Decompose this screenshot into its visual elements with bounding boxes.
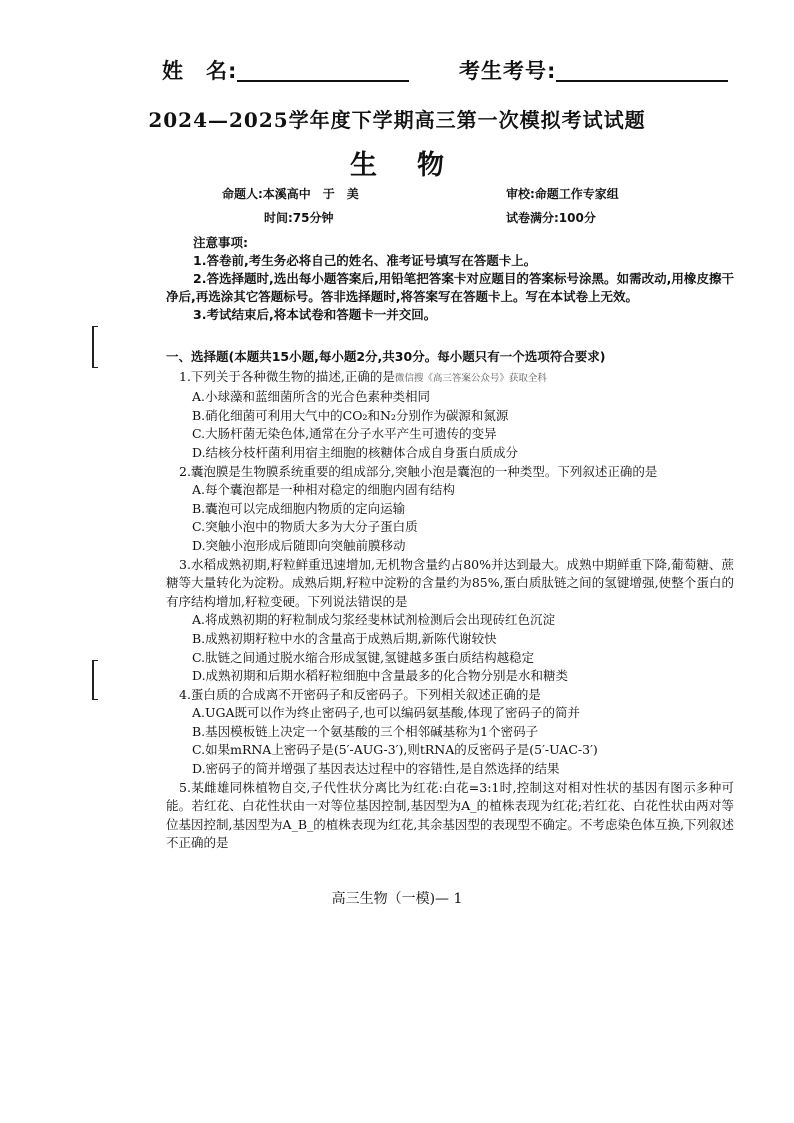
section-heading: 一、选择题(本题共15小题,每小题2分,共30分。每小题只有一个选项符合要求) bbox=[166, 349, 606, 364]
page-footer: 高三生物（一模)— 1 bbox=[331, 891, 463, 907]
question-1 bbox=[166, 368, 734, 463]
note-item: 3.考试结束后,将本试卷和答题卡一并交回。 bbox=[193, 307, 437, 322]
subject-title: 生物 bbox=[350, 150, 484, 181]
question-stem: 4.蛋白质的合成离不开密码子和反密码子。下列相关叙述正确的是 bbox=[179, 686, 541, 702]
note-item: 1.答卷前,考生务必将自己的姓名、准考证号填写在答题卡上。 bbox=[193, 253, 537, 268]
option-d: D.密码子的简并增强了基因表达过程中的容错性,是自然选择的结果 bbox=[192, 761, 560, 777]
reviewer: 审校:命题工作专家组 bbox=[506, 187, 619, 201]
name-blank bbox=[237, 58, 409, 82]
option-b: B.成熟初期籽粒中水的含量高于成熟后期,新陈代谢较快 bbox=[192, 630, 497, 646]
question-stem: 1.下列关于各种微生物的描述,正确的是微信搜《高三答案公众号》获取全科 bbox=[179, 368, 547, 384]
name-label: 姓 名: bbox=[162, 59, 238, 83]
watermark-text: 微信搜《高三答案公众号》获取全科 bbox=[394, 372, 547, 384]
option-b: B.囊泡可以完成细胞内物质的定向运输 bbox=[192, 500, 406, 516]
option-d: D.突触小泡形成后随即向突触前膜移动 bbox=[192, 537, 406, 553]
name-field bbox=[162, 55, 409, 85]
option-c: C.肽链之间通过脱水缩合形成氢键,氢键越多蛋白质结构越稳定 bbox=[192, 649, 535, 665]
candidate-fields bbox=[162, 55, 742, 89]
option-a: A.每个囊泡都是一种相对稳定的细胞内固有结构 bbox=[192, 482, 456, 498]
option-d: D.成熟初期和后期水稻籽粒细胞中含量最多的化合物分别是水和糖类 bbox=[192, 668, 569, 684]
exam-time: 时间:75分钟 bbox=[264, 211, 334, 225]
question-stem: 5.某雌雄同株植物自交,子代性状分离比为红花:白花=3:1时,控制这对相对性状的基因有图示多种可能。若红花、白花性状由一对等位基因控制,基因型为A_的植株表现为红花;若红花、白花性状由两对等位基因控制,基因型为A_B_的植株表现为红花,其余基因型的表现型不确定。不考虑染色体互换,下列叙述不正确的是 bbox=[166, 779, 734, 851]
option-a: A.将成熟初期的籽粒制成匀浆经斐林试剂检测后会出现砖红色沉淀 bbox=[192, 612, 556, 628]
question-2 bbox=[166, 463, 734, 556]
binding-mark bbox=[92, 660, 98, 700]
exam-id-label: 考生考号: bbox=[459, 59, 557, 83]
question-stem: 2.囊泡膜是生物膜系统重要的组成部分,突触小泡是囊泡的一种类型。下列叙述正确的是 bbox=[179, 463, 658, 479]
question-5 bbox=[166, 779, 734, 853]
option-d: D.结核分枝杆菌利用宿主细胞的核糖体合成自身蛋白质成分 bbox=[192, 444, 519, 460]
binding-mark bbox=[92, 326, 98, 368]
notes-block bbox=[166, 234, 734, 324]
note-item: 2.答选择题时,选出每小题答案后,用铅笔把答案卡对应题目的答案标号涂黑。如需改动,用橡皮擦干净后,再选涂其它答题标号。答非选择题时,将答案写在答题卡上。写在本试卷上无效。 bbox=[166, 271, 734, 304]
exam-id-field bbox=[459, 55, 728, 85]
option-a: A.UGA既可以作为终止密码子,也可以编码氨基酸,体现了密码子的简并 bbox=[192, 705, 580, 721]
option-b: B.硝化细菌可利用大气中的CO₂和N₂分别作为碳源和氮源 bbox=[192, 407, 509, 423]
question-3 bbox=[166, 556, 734, 686]
option-c: C.突触小泡中的物质大多为大分子蛋白质 bbox=[192, 519, 418, 535]
question-stem: 3.水稻成熟初期,籽粒鲜重迅速增加,无机物含量约占80%并达到最大。成熟中期鲜重下降,葡萄糖、蔗糖等大量转化为淀粉。成熟后期,籽粒中淀粉的含量约为85%,蛋白质肽链之间的氢键增强,使整个蛋白的有序结构增加,籽粒变硬。下列说法错误的是 bbox=[166, 556, 734, 609]
notes-title: 注意事项: bbox=[193, 235, 248, 250]
option-b: B.基因模板链上决定一个氨基酸的三个相邻碱基称为1个密码子 bbox=[192, 723, 539, 739]
full-score: 试卷满分:100分 bbox=[506, 211, 596, 225]
option-c: C.如果mRNA上密码子是(5′-AUG-3′),则tRNA的反密码子是(5′-UAC-3′) bbox=[192, 742, 598, 758]
author: 命题人:本溪高中 于 美 bbox=[222, 187, 359, 201]
question-4 bbox=[166, 686, 734, 779]
option-c: C.大肠杆菌无染色体,通常在分子水平产生可遗传的变异 bbox=[192, 426, 497, 442]
questions-content bbox=[166, 348, 734, 853]
exam-id-blank bbox=[556, 58, 728, 82]
exam-title: 2024—2025学年度下学期高三第一次模拟考试试题 bbox=[148, 108, 646, 132]
option-a: A.小球藻和蓝细菌所含的光合色素种类相同 bbox=[192, 389, 431, 405]
